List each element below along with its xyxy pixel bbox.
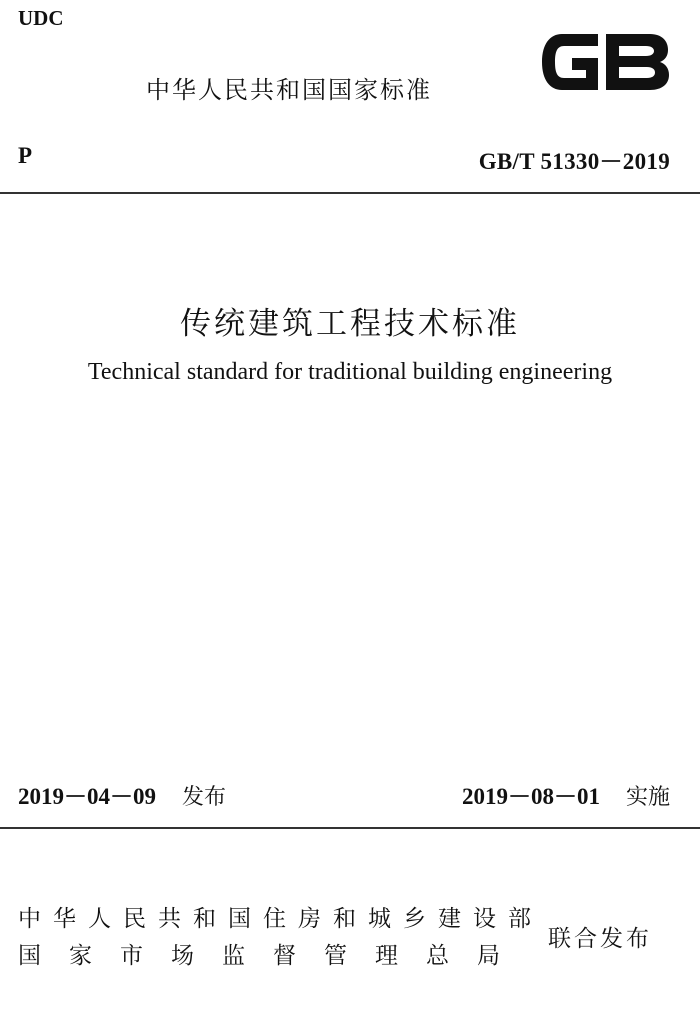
effective-date-block <box>462 778 670 811</box>
issuer-ministry: 中华人民共和国住房和城乡建设部 <box>18 906 543 932</box>
footer-divider <box>0 827 700 829</box>
joint-issue-label: 联合发布 <box>548 926 652 952</box>
header-divider <box>0 192 700 194</box>
effective-date: 2019－08－01 <box>461 784 600 809</box>
title-english: Technical standard for traditional building engineering <box>87 359 613 385</box>
issue-date-block <box>18 778 226 811</box>
title-chinese: 传统建筑工程技术标准 <box>180 306 520 342</box>
category-code: P <box>18 143 33 168</box>
effective-label: 实施 <box>625 785 670 810</box>
issue-label: 发布 <box>182 785 227 810</box>
issuer-administration: 国家市场监督管理总局 <box>18 943 528 969</box>
udc-label: UDC <box>18 6 64 30</box>
issue-date: 2019－04－09 <box>18 784 156 809</box>
standard-number: GB/T 51330－2019 <box>478 149 670 174</box>
national-standard-heading: 中华人民共和国国家标准 <box>146 76 432 104</box>
gb-logo <box>538 28 673 96</box>
